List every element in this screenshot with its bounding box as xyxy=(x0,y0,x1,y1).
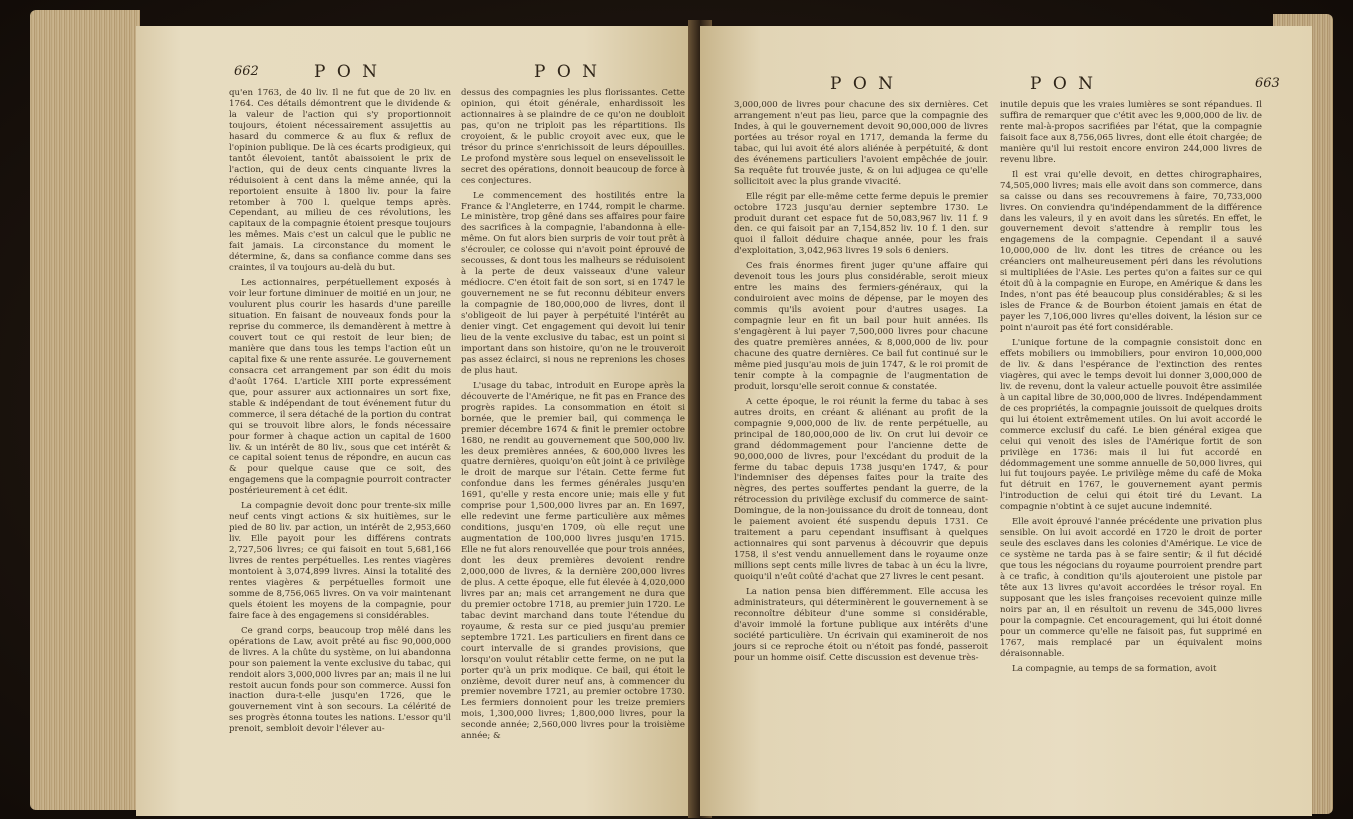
running-head-right-col2: P O N xyxy=(1030,74,1097,94)
paragraph: Le commencement des hostilités entre la France & l'Angleterre, en 1744, rompit le charme. Le ministère, trop gêné dans ses affaires pour faire des sacrifices à la compagnie, l'abandonna à elle-même. On fut alors bien surpris de voir tout prêt à s'écrouler, ce colosse qui n'avoit point éprouvé de secousses, & dont tous les malheurs se réduisoient à la perte de deux vaisseaux d'une valeur médiocre. C'en étoit fait de son sort, si en 1747 le gouvernement ne se fut reconnu débiteur envers la compagnie de 180,000,000 de livres, dont il s'obligeoit de lui payer à perpétuité l'intérêt au denier vingt. Cet engagement qui devoit lui tenir lieu de la vente exclusive du tabac, est un point si important dans son histoire, qu'on ne le trouveroit pas assez éclairci, si nous ne reprenions les choses de plus haut. xyxy=(461,190,685,376)
paragraph: A cette époque, le roi réunit la ferme du tabac à ses autres droits, en créant & aliénant au profit de la compagnie 9,000,000 de liv. de rente perpétuelle, au principal de 180,000,000 de liv. On crut lui devoir ce grand dédommagement pour l'ancienne dette de 90,000,000 de livres, pour l'excédant du produit de la ferme du tabac depuis 1738 jusqu'en 1747, & pour l'indemniser des dépenses faites pour la traite des nègres, des pertes souffertes pendant la guerre, de la rétrocession du privilège exclusif du commerce de saint-Domingue, de la non-jouissance du droit de tonneau, dont le paiement avoient été suspendu depuis 1731. Ce traitement a paru cependant insuffisant à quelques actionnaires qui sont parvenus à découvrir que depuis 1758, il s'est vendu annuellement dans le royaume onze millions sept cents mille livres de tabac à un écu la livre, quoiqu'il n'eût coûté d'achat que 27 livres le cent pesant. xyxy=(734,396,988,583)
running-head-right-col1: P O N xyxy=(830,74,897,94)
paragraph: Elle régit par elle-même cette ferme depuis le premier octobre 1723 jusqu'au dernier septembre 1730. Le produit durant cet espace fut de 50,083,967 liv. 11 f. 9 den. ce qui faisoit par an 7,154,852 liv. 10 f. 1 den. sur quoi il falloit déduire chaque année, pour les frais d'exploitation, 3,042,963 livres 19 sols 6 deniers. xyxy=(734,191,988,257)
paragraph: inutile depuis que les vraies lumières se sont répandues. Il suffira de remarquer que c'étit avec les 9,000,000 de liv. de rente mal-à-propos sacrifiées par l'état, que la compagnie faisoit face aux 8,756,065 livres, dont elle étoit chargée; de manière qu'il lui restoit encore environ 244,000 livres de revenu libre. xyxy=(1000,100,1262,165)
left-page xyxy=(136,26,696,816)
right-page xyxy=(700,26,1312,816)
page-number-left: 662 xyxy=(234,64,259,79)
paragraph: La nation pensa bien différemment. Elle accusa les administrateurs, qui déterminèrent le gouvernement à se reconnoître débiteur d'une somme si considérable, d'avoir immolé la fortune publique aux intérêts d'une société particulière. Un écrivain qui examineroit de nos jours si ce reproche étoit ou n'étoit pas fondé, passeroit pour un homme oisif. Cette discussion est devenue très- xyxy=(734,586,988,663)
paragraph: Ce grand corps, beaucoup trop mêlé dans les opérations de Law, avoit prêté au fisc 90,000,000 de livres. A la chûte du système, on lui abandonna pour son paiement la vente exclusive du tabac, qui rendoit alors 3,000,000 livres par an; mais il ne lui restoit aucun fonds pour son commerce. Aussi fon inaction dura-t-elle jusqu'en 1726, que le gouvernement vint à son secours. La célérité de ses progrès étonna toutes les nations. L'essor qu'il prenoit, sembloit devoir l'élever au- xyxy=(229,625,451,735)
paragraph: dessus des compagnies les plus florissantes. Cette opinion, qui étoit générale, enhardissoit les actionnaires à se plaindre de ce qu'on ne doubloit pas, qu'on ne triploit pas les répartitions. Ils croyoient, & le public croyoit avec eux, que le trésor du prince s'enrichissoit de leurs dépouilles. Le profond mystère sous lequel on ensevelissoit le secret des opérations, donnoit beaucoup de force à ces conjectures. xyxy=(461,88,685,186)
right-page-column-1 xyxy=(734,100,988,668)
running-head-left-col1: P O N xyxy=(314,62,381,82)
right-page-column-2 xyxy=(1000,100,1262,679)
page-edges-left xyxy=(30,10,140,810)
paragraph: Les actionnaires, perpétuellement exposés à voir leur fortune diminuer de moitié en un jour, ne voulurent plus courir les hasards d'une pareille situation. En faisant de nouveaux fonds pour la reprise du commerce, ils demandèrent à mettre à couvert tout ce qui restoit de leur bien; de manière que dans tous les temps l'action eût un capital fixe & une rente assurée. Le gouvernement consacra cet arrangement par son édit du mois d'août 1764. L'article XIII porte expressément que, pour assurer aux actionnaires un sort fixe, stable & indépendant de tout événement futur du commerce, il sera détaché de la portion du contrat qui se trouvoit libre alors, le fonds nécessaire pour former à chaque action un capital de 1600 liv. & un intérêt de 80 liv., sous que cet intérêt & ce capital soient tenus de répondre, en aucun cas & pour quelque cause que ce soit, des engagemens que la compagnie pourroit contracter postérieurement à cet édit. xyxy=(229,278,451,497)
left-page-column-2 xyxy=(461,88,685,746)
paragraph: 3,000,000 de livres pour chacune des six dernières. Cet arrangement n'eut pas lieu, parce que la compagnie des Indes, à qui le gouvernement devoit 90,000,000 de livres portées au trésor royal en 1717, demanda la ferme du tabac, qui lui avoit été alors aliénée à perpétuité, & dont des événemens particuliers l'avoient empêchée de jouir. Sa requête fut trouvée juste, & on lui adjugea ce qu'elle sollicitoit avec la plus grande vivacité. xyxy=(734,100,988,187)
paragraph: qu'en 1763, de 40 liv. Il ne fut que de 20 liv. en 1764. Ces détails démontrent que le dividende & la valeur de l'action qui s'y proportionnoit toujours, étoient nécessairement assujettis au hasard du commerce & au flux & reflux de l'opinion publique. De là ces écarts prodigieux, qui tantôt élevoient, tantôt abaissoient le prix de l'action, qui de deux cents cinquante livres la réduisoient à cent dans la même année, qui la reportoient ensuite à 1800 liv. pour la faire retomber à 700 l. quelque temps après. Cependant, au milieu de ces révolutions, les capitaux de la compagnie étoient presque toujours les mêmes. Mais c'est un calcul que le public ne fait jamais. La circonstance du moment le détermine, &, dans sa confiance comme dans ses craintes, il va toujours au-delà du but. xyxy=(229,88,451,274)
paragraph: Ces frais énormes firent juger qu'une affaire qui devenoit tous les jours plus considérable, seroit mieux entre les mains des fermiers-généraux, qui la conduiroient avec moins de dépense, par le moyen des commis qu'ils avoient pour d'autres usages. La compagnie leur en fit un bail pour huit années. Ils s'engagèrent à lui payer 7,500,000 livres pour chacune des quatre premières années, & 8,000,000 de liv. pour chacune des quatre dernières. Ce bail fut continué sur le même pied jusqu'au mois de juin 1747, & le roi promit de tenir compte à la compagnie de l'augmentation de produit, lorsqu'elle seroit connue & constatée. xyxy=(734,261,988,392)
paragraph: L'unique fortune de la compagnie consistoit donc en effets mobiliers ou immobiliers, pour environ 10,000,000 de liv. & dans l'espérance de l'extinction des rentes viagères, qui avec le temps devoit lui donner 3,000,000 de liv. de revenu, dont la valeur actuelle pouvoit être assimilée à un capital libre de 30,000,000 de livres. Indépendamment de ces propriétés, la compagnie jouissoit de quelques droits qui lui étoient extrêmement utiles. On lui avoit accordé le commerce exclusif du café. Le bien général exigea que celui qui venoit des isles de l'Amérique fortit de son privilège en 1736: mais il lui fut accordé en dédommagement une somme annuelle de 50,000 livres, qui lui fut toujours payée. Le privilège même du café de Moka fut détruit en 1767, le gouvernement ayant permis l'introduction de celui qui étoit tiré du Levant. La compagnie n'obtint à ce sujet aucune indemnité. xyxy=(1000,338,1262,513)
paragraph: La compagnie devoit donc pour trente-six mille neuf cents vingt actions & six huitièmes, sur le pied de 80 liv. par action, un intérêt de 2,953,660 liv. Elle payoit pour les différens contrats 2,727,506 livres; ce qui faisoit en tout 5,681,166 livres de rentes perpétuelles. Les rentes viagères montoient à 3,074,899 livres. Ainsi la totalité des rentes viagères & perpétuelles formoit une somme de 8,756,065 livres. On va voir maintenant quels étoient les moyens de la compagnie, pour faire face à des engagemens si considérables. xyxy=(229,501,451,621)
running-head-left-col2: P O N xyxy=(534,62,601,82)
paragraph: Elle avoit éprouvé l'année précédente une privation plus sensible. On lui avoit accordé en 1720 le droit de porter seule des esclaves dans les colonies d'Amérique. Le vice de ce système ne tarda pas à se faire sentir; & il fut décidé que tous les négocians du royaume pourroient prendre part à ce trafic, à condition qu'ils ajouteroient une pistole par tête aux 13 livres qu'avoit accordées le trésor royal. En supposant que les isles françoises recevoient quinze mille noirs par an, il en résultoit un revenu de 345,000 livres pour la compagnie. Cet encouragement, qui lui étoit donné pour un commerce qu'elle ne faisoit pas, fut supprimé en 1767, mais remplacé par un équivalent moins déraisonnable. xyxy=(1000,517,1262,659)
paragraph: Il est vrai qu'elle devoit, en dettes chirographaires, 74,505,000 livres; mais elle avoit dans son commerce, dans sa caisse ou dans ses recouvremens à faire, 70,733,000 livres. On conviendra qu'indépendamment de la différence dans les valeurs, il y en avoit dans les sûretés. En effet, le gouvernement devoit s'attendre à remplir tous les engagemens de la compagnie. Cependant il a sauvé 10,000,000 de liv. dont les titres de créance ou les créanciers ont malheureusement péri dans les révolutions si multipliées de l'Asie. Les pertes qu'on a faites sur ce qui étoit dû à la compagnie en Europe, en Amérique & dans les Indes, n'ont pas été beaucoup plus considérables; & si les isles de France & de Bourbon étoient jamais en état de payer les 7,106,000 livres qu'elles doivent, la lésion sur ce point n'auroit pas été fort considérable. xyxy=(1000,169,1262,334)
left-page-column-1 xyxy=(229,88,451,739)
paragraph: La compagnie, au temps de sa formation, avoit xyxy=(1012,663,1217,674)
page-number-right: 663 xyxy=(1255,76,1280,91)
paragraph: L'usage du tabac, introduit en Europe après la découverte de l'Amérique, ne fit pas en France des progrès rapides. La consommation en étoit si bornée, que le premier bail, qui commença le premier décembre 1674 & finit le premier octobre 1680, ne rendit au gouvernement que 500,000 liv. les deux premières années, & 600,000 livres les quatre dernières, quoiqu'on eût joint à ce privilège le droit de marque sur l'étain. Cette ferme fut confondue dans les fermes générales jusqu'en 1691, qu'elle y resta encore unie; mais elle y fut comprise pour 1,500,000 livres par an. En 1697, elle redevint une ferme particulière aux mêmes conditions, jusqu'en 1709, où elle reçut une augmentation de 100,000 livres jusqu'en 1715. Elle ne fut alors renouvellée que pour trois années, dont les deux premières devoient rendre 2,000,000 de livres, & la dernière 200,000 livres de plus. A cette époque, elle fut élevée à 4,020,000 livres par an; mais cet arrangement ne dura que du premier octobre 1718, au premier juin 1720. Le tabac devint marchand dans toute l'étendue du royaume, & resta sur ce pied jusqu'au premier septembre 1721. Les particuliers en firent dans ce court intervalle de si grandes provisions, que lorsqu'on voulut rétablir cette ferme, on ne put la porter qu'à un prix modique. Ce bail, qui étoit le onzième, devoit durer neuf ans, à commencer du premier novembre 1721, au premier octobre 1730. Les fermiers donnoient pour les treize premiers mois, 1,300,000 livres; 1,800,000 livres, pour la seconde année; 2,560,000 livres pour la troisième année; & xyxy=(461,380,685,742)
